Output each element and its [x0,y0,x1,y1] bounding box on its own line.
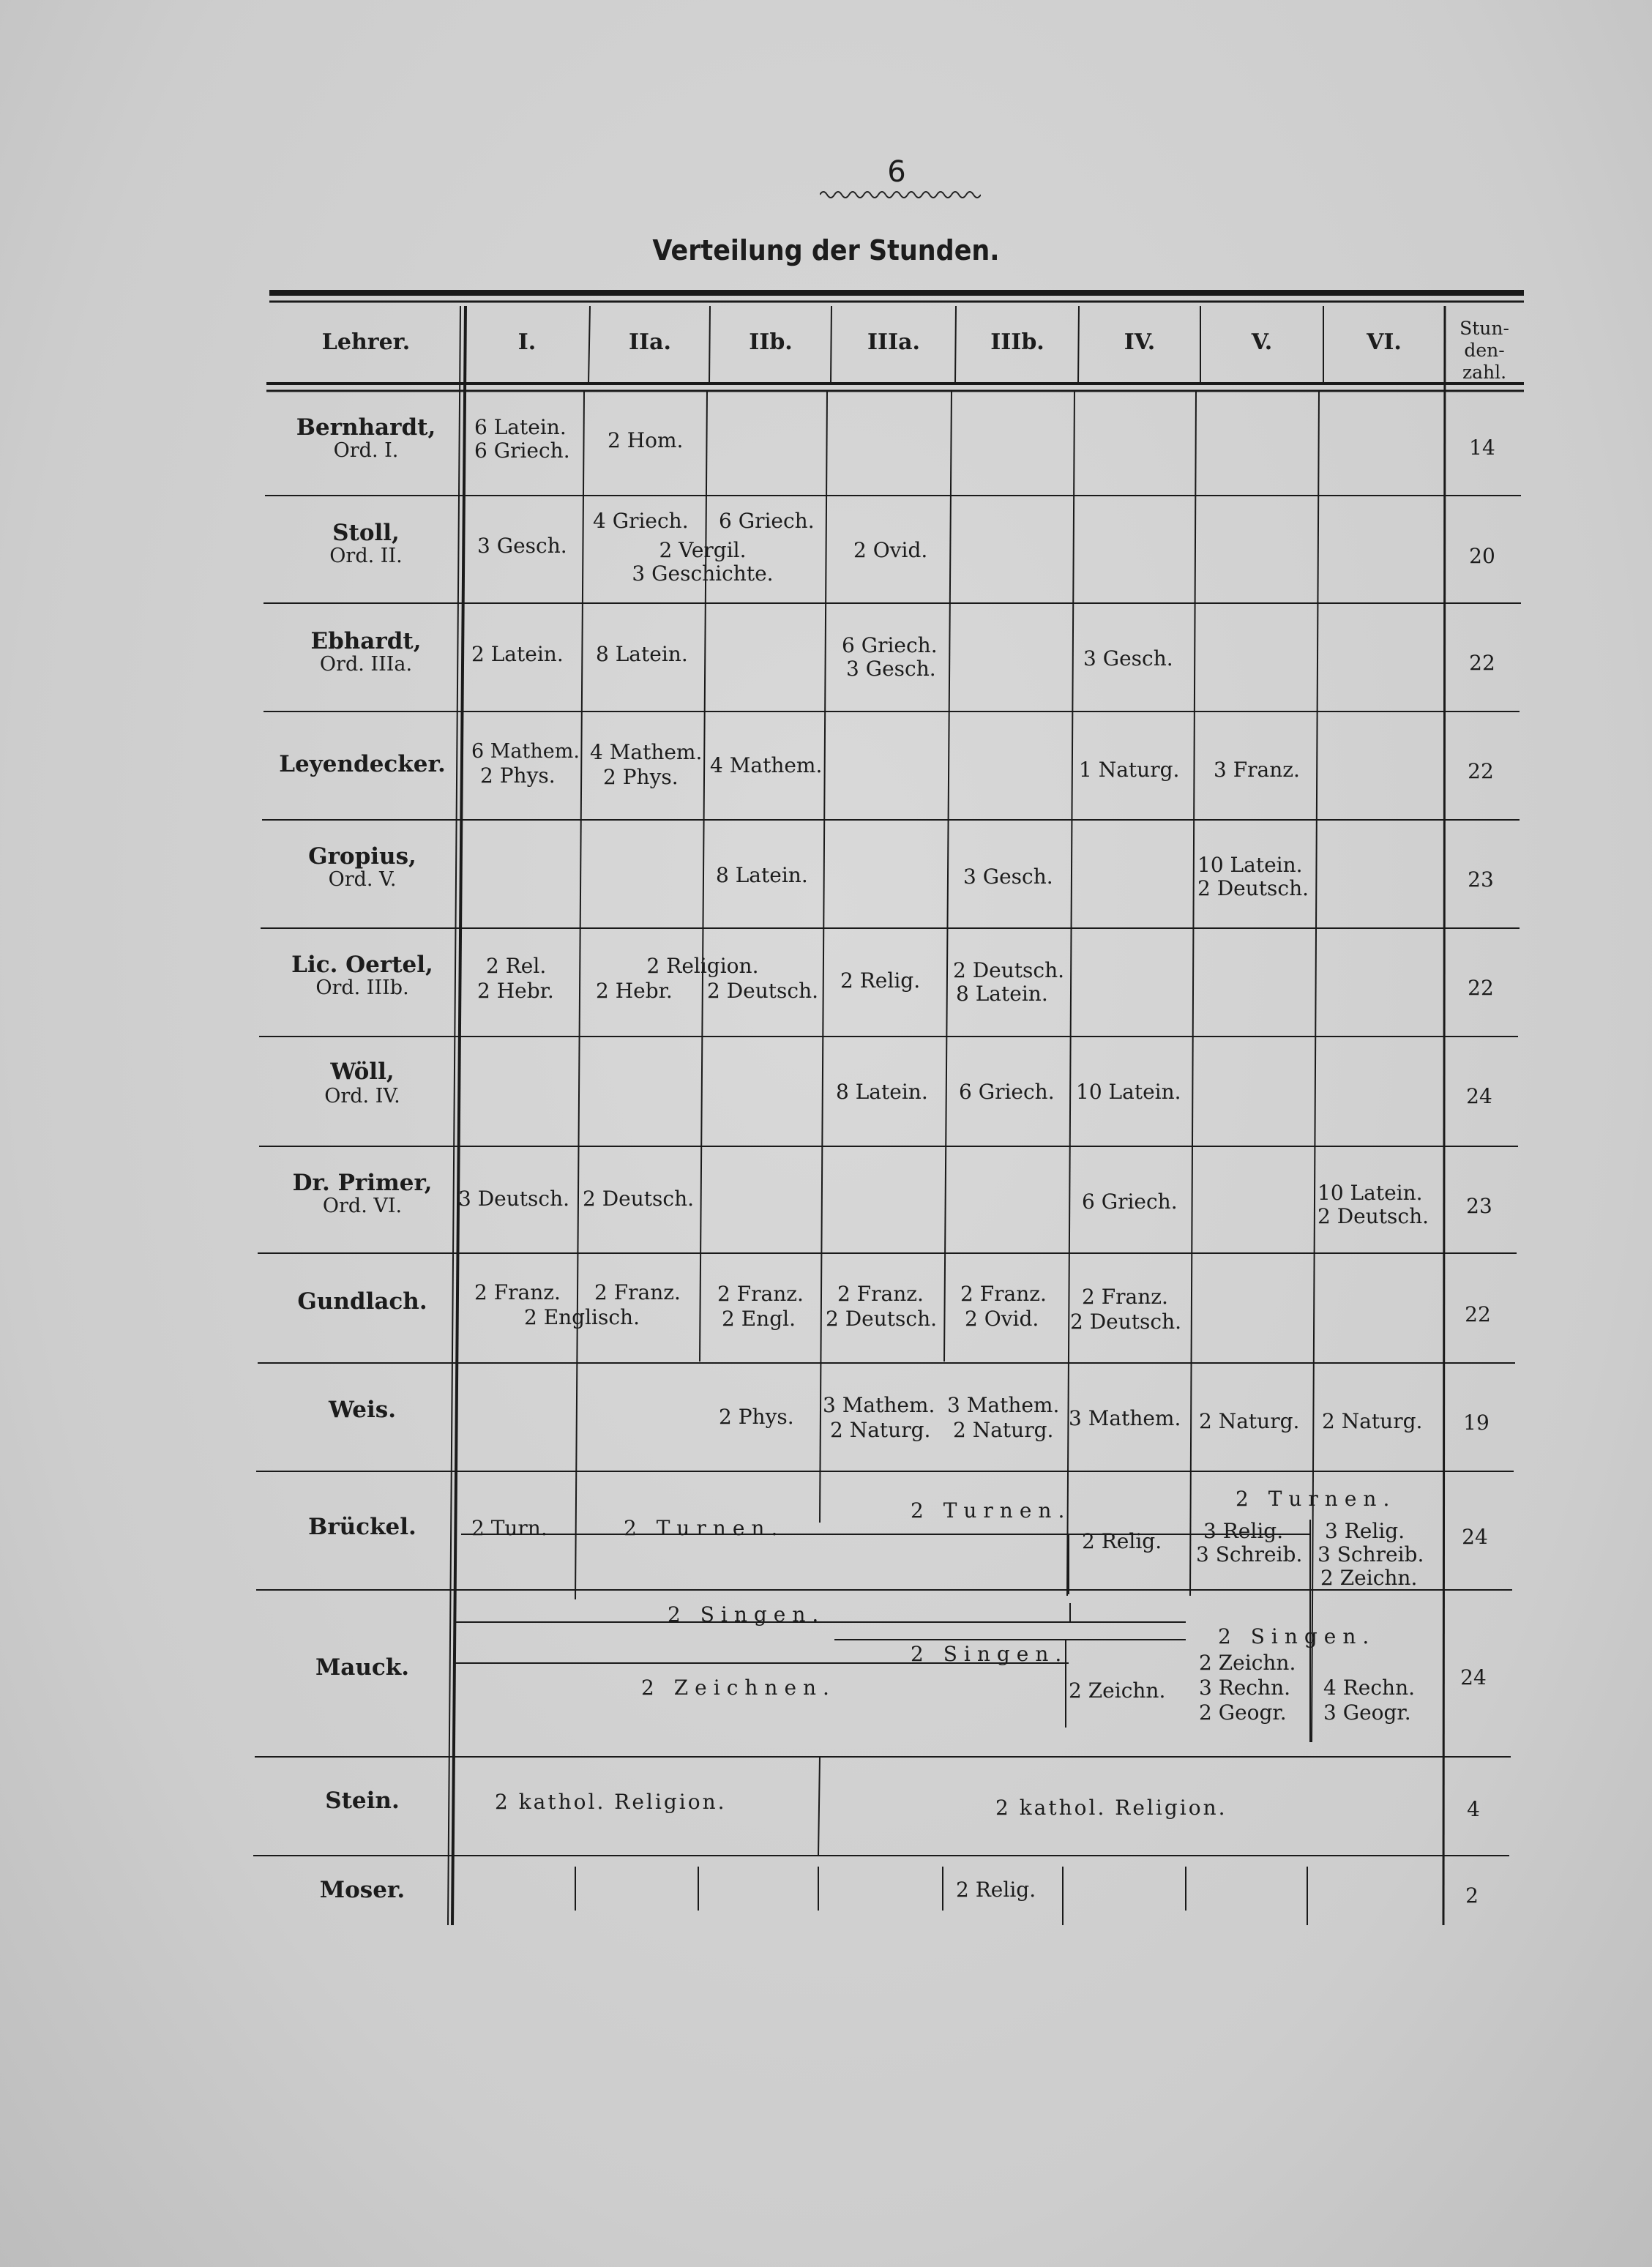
cell-hours: 2 Hebr. [477,979,554,1003]
header-stundenzahl-2: den- [1464,340,1505,361]
teacher-name: Dr. Primer, [292,1170,433,1196]
cell-hours: 2 Deutsch. [1070,1310,1182,1334]
cell-hours: 3 Franz. [1214,758,1300,782]
cell-hours: 10 Latein. [1318,1181,1423,1205]
cell-hours: 2 Naturg. [1199,1409,1300,1433]
cell-hours: 8 Latein. [956,982,1048,1006]
cell-hours: 2 Deutsch. [583,1187,695,1211]
cell-hours: 2 Ovid. [965,1307,1039,1331]
teacher-name: Stein. [325,1788,400,1814]
cell-hours: 3 Relig. [1203,1519,1284,1543]
total-hours: 24 [1462,1525,1488,1549]
total-hours: 22 [1465,1302,1491,1326]
cell-hours: 2 Engl. [722,1307,796,1331]
cell-hours: 2 Relig. [840,968,921,993]
teacher-ordinarius: Ord. IIIb. [315,976,409,999]
cell-hours: 3 Geschichte. [632,561,774,586]
cell-hours: 2 Deutsch. [1197,876,1309,900]
cell-hours: 2 Singen. [911,1642,1069,1666]
total-hours: 24 [1460,1665,1487,1689]
cell-hours: 2 Franz. [960,1282,1047,1306]
cell-hours: 2 Phys. [603,765,679,789]
cell-hours: 6 Mathem. [471,740,580,763]
header-lehrer: Lehrer. [321,329,411,355]
teacher-ordinarius: Ord. VI. [322,1195,403,1217]
page-title: Verteilung der Stunden. [652,234,1000,266]
cell-hours: 3 Mathem. [947,1393,1060,1417]
header-class-V: V. [1251,329,1273,355]
total-hours: 23 [1468,867,1494,892]
cell-hours: 2 Deutsch. [1318,1204,1429,1228]
teacher-ordinarius: Ord. V. [328,868,397,891]
cell-hours: 2 Franz. [837,1282,924,1306]
cell-hours: 3 Schreib. [1196,1542,1303,1566]
cell-hours: 2 Franz. [1082,1285,1168,1309]
cell-hours: 6 Griech. [842,633,938,657]
cell-hours: 2 Religion. [646,954,759,978]
cell-hours: 2 Turnen. [1236,1487,1397,1511]
cell-hours: 1 Naturg. [1079,758,1180,782]
total-hours: 4 [1467,1797,1480,1821]
cell-hours: 2 Zeichn. [1199,1651,1296,1675]
teacher-name: Lic. Oertel, [291,952,433,978]
cell-hours: 2 Englisch. [523,1305,640,1329]
header-class-IIIa: IIIa. [867,329,920,355]
header-class-I: I. [517,329,537,355]
cell-hours: 2 Franz. [474,1280,561,1304]
teacher-name: Ebhardt, [310,628,422,654]
cell-hours: 10 Latein. [1076,1080,1181,1104]
cell-hours: 2 Deutsch. [707,979,819,1003]
teacher-name: Mauck. [315,1654,410,1681]
cell-hours: 2 Singen. [1218,1624,1376,1648]
teacher-name: Gropius, [308,843,416,870]
cell-hours: 2 Zeichnen. [641,1676,836,1700]
cell-hours: 2 Ovid. [853,538,928,562]
page-number: 6 [887,155,906,189]
cell-hours: 2 kathol. Religion. [495,1790,727,1814]
cell-hours: 2 Phys. [719,1405,794,1429]
teacher-ordinarius: Ord. IV. [324,1085,400,1108]
cell-hours: 2 Franz. [717,1282,804,1306]
cell-hours: 2 Zeichn. [1320,1566,1418,1590]
cell-hours: 6 Griech. [474,438,570,463]
cell-hours: 3 Mathem. [1069,1406,1181,1430]
total-hours: 19 [1463,1411,1490,1435]
teacher-name: Weis. [328,1397,397,1423]
cell-hours: 6 Griech. [1082,1189,1178,1214]
cell-hours: 3 Gesch. [846,657,936,681]
cell-hours: 2 Turnen. [624,1516,785,1540]
total-hours: 22 [1469,651,1495,675]
cell-hours: 2 Deutsch. [953,958,1065,982]
cell-hours: 2 kathol. Religion. [995,1796,1227,1820]
cell-hours: 2 Naturg. [953,1418,1054,1442]
cell-hours: 2 Phys. [480,763,556,788]
header-class-VI: VI. [1367,329,1402,355]
cell-hours: 4 Rechn. [1323,1676,1416,1700]
cell-hours: 2 Naturg. [1322,1409,1423,1433]
cell-hours: 2 Hebr. [596,979,673,1003]
teacher-name: Brückel. [308,1514,416,1540]
cell-hours: 10 Latein. [1197,853,1303,877]
header-class-IIIb: IIIb. [990,329,1044,355]
cell-hours: 3 Gesch. [963,864,1053,889]
cell-hours: 3 Relig. [1325,1519,1405,1543]
cell-hours: 2 Relig. [956,1878,1036,1902]
cell-hours: 4 Mathem. [590,740,703,764]
cell-hours: 2 Deutsch. [826,1307,938,1331]
cell-hours: 3 Schreib. [1318,1542,1424,1566]
cell-hours: 2 Naturg. [830,1418,931,1442]
teacher-name: Wöll, [330,1058,395,1085]
cell-hours: 3 Gesch. [477,534,567,558]
cell-hours: 6 Griech. [719,509,815,533]
teacher-name: Leyendecker. [279,751,446,777]
teacher-name: Bernhardt, [296,414,436,441]
cell-hours: 2 Latein. [471,642,564,666]
cell-hours: 2 Zeichn. [1069,1678,1166,1703]
header-class-IV: IV. [1124,329,1156,355]
cell-hours: 2 Franz. [594,1280,681,1304]
cell-hours: 3 Mathem. [823,1393,935,1417]
cell-hours: 8 Latein. [836,1080,928,1104]
total-hours: 22 [1468,976,1494,1000]
cell-hours: 2 Geogr. [1199,1700,1287,1725]
cell-hours: 2 Relig. [1082,1529,1162,1553]
cell-hours: 4 Griech. [593,509,689,533]
cell-hours: 2 Rel. [486,954,547,978]
header-class-IIb: IIb. [749,329,793,355]
teacher-ordinarius: Ord. II. [329,545,403,567]
teacher-name: Stoll, [332,520,400,546]
cell-hours: 4 Mathem. [710,753,823,777]
cell-hours: 3 Geogr. [1323,1700,1411,1725]
cell-hours: 2 Turn. [471,1516,547,1540]
cell-hours: 2 Vergil. [659,538,747,562]
total-hours: 14 [1469,436,1495,460]
cell-hours: 2 Turnen. [911,1498,1072,1523]
cell-hours: 8 Latein. [716,863,808,887]
cell-hours: 2 Hom. [608,428,684,452]
total-hours: 24 [1466,1084,1492,1108]
cell-hours: 3 Gesch. [1083,646,1173,671]
cell-hours: 8 Latein. [596,642,688,666]
total-hours: 23 [1466,1194,1492,1218]
cell-hours: 2 Singen. [668,1602,826,1627]
header-class-IIa: IIa. [629,329,671,355]
total-hours: 2 [1465,1883,1479,1908]
cell-hours: 6 Latein. [474,415,567,439]
total-hours: 22 [1468,759,1494,783]
header-stundenzahl-1: Stun- [1459,318,1509,339]
teacher-ordinarius: Ord. I. [333,439,399,462]
cell-hours: 3 Rechn. [1199,1676,1291,1700]
cell-hours: 6 Griech. [959,1080,1055,1104]
header-stundenzahl-3: zahl. [1462,362,1507,383]
teacher-ordinarius: Ord. IIIa. [319,653,413,676]
cell-hours: 3 Deutsch. [458,1187,570,1211]
total-hours: 20 [1469,544,1495,568]
teacher-name: Gundlach. [297,1288,427,1315]
teacher-name: Moser. [319,1877,405,1903]
